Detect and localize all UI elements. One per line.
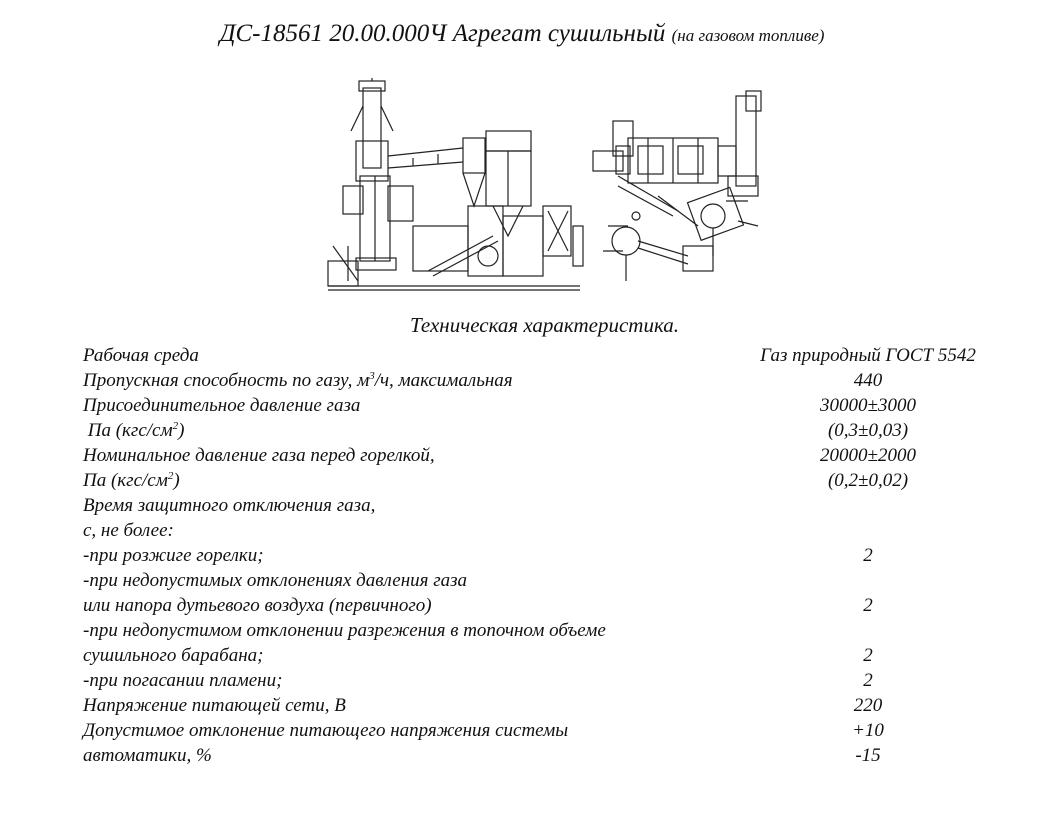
spec-value: 2 — [863, 595, 873, 616]
spec-label: Допустимое отклонение питающего напряжения системы — [83, 720, 569, 741]
spec-row — [83, 743, 1003, 768]
spec-row — [83, 568, 1003, 593]
spec-label: Присоединительное давление газа — [83, 395, 361, 416]
spec-value: (0,2±0,02) — [827, 470, 909, 491]
specs-table — [83, 343, 1003, 768]
spec-value: 220 — [853, 695, 883, 716]
spec-row — [83, 368, 1003, 393]
spec-row — [83, 693, 1003, 718]
spec-row — [83, 468, 1003, 493]
spec-label: Рабочая среда — [83, 345, 199, 366]
spec-row — [83, 418, 1003, 443]
spec-label: -при недопустимых отклонениях давления газа — [83, 570, 468, 591]
spec-value: 2 — [863, 645, 873, 666]
spec-row — [83, 668, 1003, 693]
spec-value: 20000±2000 — [820, 445, 916, 466]
spec-value: -15 — [855, 745, 881, 766]
spec-value: 440 — [853, 370, 883, 391]
spec-row — [83, 543, 1003, 568]
spec-value: 30000±3000 — [820, 395, 916, 416]
dryer-unit-drawing — [318, 76, 778, 298]
spec-label: сушильного барабана; — [83, 645, 264, 666]
spec-label: -при розжиге горелки; — [83, 545, 264, 566]
spec-label: Пропускная способность по газу, $м^3/ч$, максимальная — [83, 370, 513, 391]
spec-label: -при погасании пламени; — [83, 670, 283, 691]
title-subtitle: (на газовом топливе) — [671, 26, 825, 45]
section-heading: Техническая характеристика. — [409, 313, 679, 337]
spec-row — [83, 643, 1003, 668]
spec-value: +10 — [852, 720, 884, 741]
spec-row — [83, 593, 1003, 618]
spec-row — [83, 343, 1003, 368]
spec-row — [83, 493, 1003, 518]
title-main: ДС-18561 20.00.000Ч Агрегат сушильный — [219, 20, 666, 47]
spec-label: Время защитного отключения газа, — [83, 495, 376, 516]
spec-value: 2 — [863, 670, 873, 691]
left-assembly-drawing — [328, 78, 583, 290]
spec-label: Номинальное давление газа перед горелкой, — [83, 445, 435, 466]
spec-label: -при недопустимом отклонении разрежения в топочном объеме — [83, 620, 606, 641]
spec-label: Па $(кгс/см^2)$ — [83, 470, 180, 491]
spec-label: Па $(кгс/см^2)$ — [83, 420, 185, 441]
spec-label: Напряжение питающей сети, В — [83, 695, 346, 716]
spec-value: 2 — [863, 545, 873, 566]
right-assembly-drawing — [593, 91, 761, 281]
spec-row — [83, 393, 1003, 418]
spec-label: автоматики, % — [83, 745, 212, 766]
spec-row — [83, 518, 1003, 543]
spec-value: (0,3±0,03) — [827, 420, 909, 441]
spec-row — [83, 718, 1003, 743]
spec-label: с, не более: — [83, 520, 174, 541]
spec-row — [83, 618, 1003, 643]
spec-value: Газ природный ГОСТ 5542 — [760, 345, 976, 366]
spec-label: или напора дутьевого воздуха (первичного) — [83, 595, 432, 616]
spec-row — [83, 443, 1003, 468]
document-title — [0, 20, 1044, 48]
